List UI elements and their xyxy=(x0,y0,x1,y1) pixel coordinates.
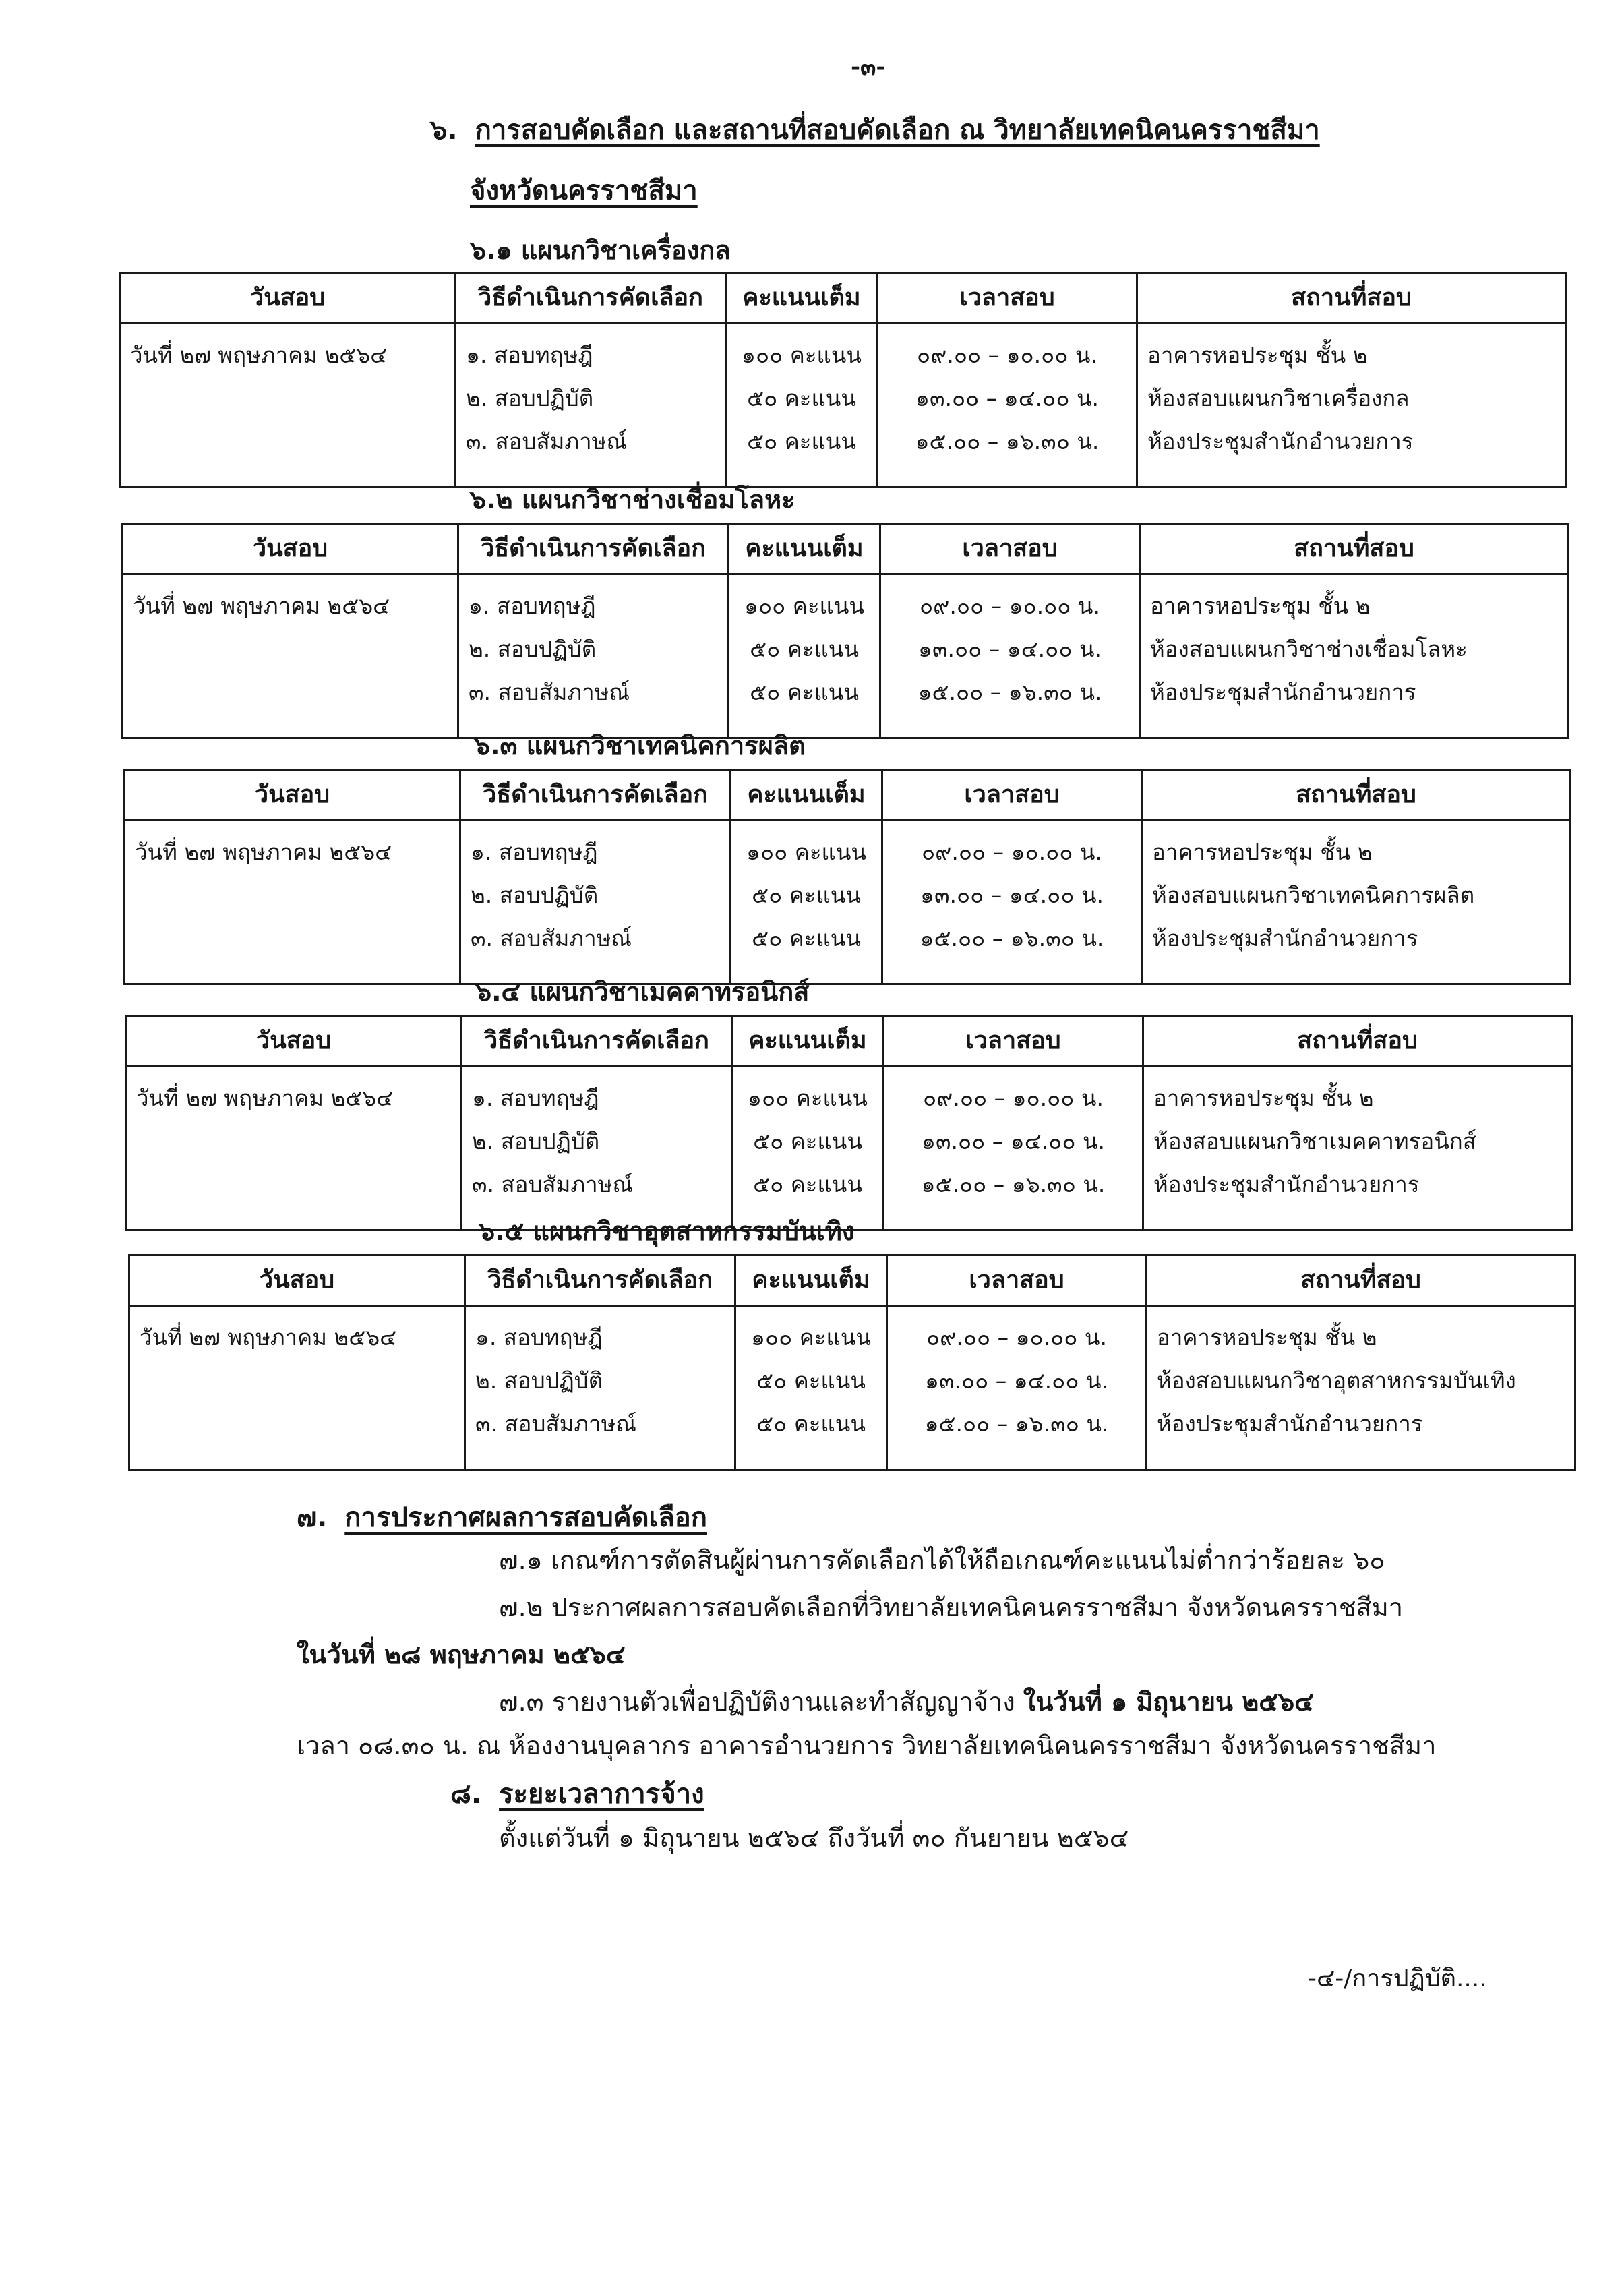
department-heading: ๖.๔ แผนกวิชาเมคคาทรอนิกส์ xyxy=(475,977,810,1007)
exam-methods: ๑. สอบทฤษฎี ๒. สอบปฏิบัติ ๓. สอบสัมภาษณ์ xyxy=(462,1067,732,1231)
header-date: วันสอบ xyxy=(129,1255,465,1306)
table-header-row xyxy=(120,273,1566,324)
exam-date: วันที่ ๒๗ พฤษภาคม ๒๕๖๔ xyxy=(120,324,456,487)
header-score: คะแนนเต็ม xyxy=(735,1255,887,1306)
exam-places: อาคารหอประชุม ชั้น ๒ ห้องสอบแผนกวิชาอุตสาหกรรมบันเทิง ห้องประชุมสำนักอำนวยการ xyxy=(1147,1306,1575,1470)
exam-date: วันที่ ๒๗ พฤษภาคม ๒๕๖๔ xyxy=(129,1306,465,1470)
exam-times: ๐๙.๐๐ – ๑๐.๐๐ น. ๑๓.๐๐ – ๑๔.๐๐ น. ๑๕.๐๐ – ๑๖.๓๐ น. xyxy=(887,1306,1147,1470)
header-place: สถานที่สอบ xyxy=(1137,273,1566,324)
header-time: เวลาสอบ xyxy=(880,524,1140,574)
section-7-2-date: ในวันที่ ๒๘ พฤษภาคม ๒๕๖๔ xyxy=(297,1640,626,1669)
department-heading: ๖.๑ แผนกวิชาเครื่องกล xyxy=(470,235,731,265)
exam-methods: ๑. สอบทฤษฎี ๒. สอบปฏิบัติ ๓. สอบสัมภาษณ์ xyxy=(465,1306,735,1470)
section-7-number: ๗. xyxy=(297,1502,328,1533)
section-7-3-detail: เวลา ๐๘.๓๐ น. ณ ห้องงานบุคลากร อาคารอำนวยการ วิทยาลัยเทคนิคนครราชสีมา จังหวัดนครราชสีมา xyxy=(297,1731,1437,1760)
header-place: สถานที่สอบ xyxy=(1142,770,1571,821)
header-date: วันสอบ xyxy=(123,524,458,574)
header-time: เวลาสอบ xyxy=(878,273,1137,324)
header-method: วิธีดำเนินการคัดเลือก xyxy=(456,273,726,324)
header-time: เวลาสอบ xyxy=(887,1255,1147,1306)
header-date: วันสอบ xyxy=(126,1016,462,1067)
exam-date: วันที่ ๒๗ พฤษภาคม ๒๕๖๔ xyxy=(126,1067,462,1231)
exam-places: อาคารหอประชุม ชั้น ๒ ห้องสอบแผนกวิชาช่างเชื่อมโลหะ ห้องประชุมสำนักอำนวยการ xyxy=(1140,574,1569,738)
exam-date: วันที่ ๒๗ พฤษภาคม ๒๕๖๔ xyxy=(123,574,458,738)
exam-times: ๐๙.๐๐ – ๑๐.๐๐ น. ๑๓.๐๐ – ๑๔.๐๐ น. ๑๕.๐๐ – ๑๖.๓๐ น. xyxy=(878,324,1137,487)
header-place: สถานที่สอบ xyxy=(1147,1255,1575,1306)
employment-period: ตั้งแต่วันที่ ๑ มิถุนายน ๒๕๖๔ ถึงวันที่ ๓๐ กันยายน ๒๕๖๔ xyxy=(499,1823,1129,1853)
exam-times: ๐๙.๐๐ – ๑๐.๐๐ น. ๑๓.๐๐ – ๑๔.๐๐ น. ๑๕.๐๐ – ๑๖.๓๐ น. xyxy=(882,821,1142,984)
table-row xyxy=(125,821,1571,984)
exam-scores: ๑๐๐ คะแนน ๕๐ คะแนน ๕๐ คะแนน xyxy=(731,821,882,984)
exam-methods: ๑. สอบทฤษฎี ๒. สอบปฏิบัติ ๓. สอบสัมภาษณ์ xyxy=(460,821,731,984)
exam-scores: ๑๐๐ คะแนน ๕๐ คะแนน ๕๐ คะแนน xyxy=(732,1067,884,1231)
exam-schedule-table xyxy=(119,272,1567,488)
exam-times: ๐๙.๐๐ – ๑๐.๐๐ น. ๑๓.๐๐ – ๑๔.๐๐ น. ๑๕.๐๐ – ๑๖.๓๐ น. xyxy=(884,1067,1143,1231)
table-row xyxy=(129,1306,1575,1470)
section-6-title: การสอบคัดเลือก และสถานที่สอบคัดเลือก ณ วิทยาลัยเทคนิคนครราชสีมา xyxy=(475,115,1320,146)
department-heading: ๖.๓ แผนกวิชาเทคนิคการผลิต xyxy=(474,731,806,761)
header-score: คะแนนเต็ม xyxy=(732,1016,884,1067)
exam-scores: ๑๐๐ คะแนน ๕๐ คะแนน ๕๐ คะแนน xyxy=(729,574,880,738)
exam-scores: ๑๐๐ คะแนน ๕๐ คะแนน ๕๐ คะแนน xyxy=(735,1306,887,1470)
header-score: คะแนนเต็ม xyxy=(726,273,878,324)
table-header-row xyxy=(126,1016,1572,1067)
section-7-heading xyxy=(297,1495,707,1539)
page-number: -๓- xyxy=(851,54,886,81)
exam-times: ๐๙.๐๐ – ๑๐.๐๐ น. ๑๓.๐๐ – ๑๔.๐๐ น. ๑๕.๐๐ – ๑๖.๓๐ น. xyxy=(880,574,1140,738)
table-row xyxy=(123,574,1569,738)
section-7-2: ๗.๒ ประกาศผลการสอบคัดเลือกที่วิทยาลัยเทคนิคนครราชสีมา จังหวัดนครราชสีมา xyxy=(499,1593,1404,1622)
table-row xyxy=(120,324,1566,487)
section-7-3-date: ในวันที่ ๑ มิถุนายน ๒๕๖๔ xyxy=(1023,1687,1314,1717)
header-date: วันสอบ xyxy=(125,770,460,821)
section-8-heading xyxy=(450,1772,704,1815)
department-heading: ๖.๒ แผนกวิชาช่างเชื่อมโลหะ xyxy=(470,485,795,514)
header-score: คะแนนเต็ม xyxy=(729,524,880,574)
header-place: สถานที่สอบ xyxy=(1140,524,1569,574)
section-8-title: ระยะเวลาการจ้าง xyxy=(499,1779,704,1810)
section-7-title: การประกาศผลการสอบคัดเลือก xyxy=(344,1502,707,1533)
exam-schedule-table xyxy=(123,769,1571,985)
exam-date: วันที่ ๒๗ พฤษภาคม ๒๕๖๔ xyxy=(125,821,460,984)
table-header-row xyxy=(125,770,1571,821)
header-time: เวลาสอบ xyxy=(884,1016,1143,1067)
section-7-1: ๗.๑ เกณฑ์การตัดสินผู้ผ่านการคัดเลือกได้ให้ถือเกณฑ์คะแนนไม่ต่ำกว่าร้อยละ ๖๐ xyxy=(499,1545,1385,1575)
exam-places: อาคารหอประชุม ชั้น ๒ ห้องสอบแผนกวิชาเมคคาทรอนิกส์ ห้องประชุมสำนักอำนวยการ xyxy=(1143,1067,1572,1231)
header-place: สถานที่สอบ xyxy=(1143,1016,1572,1067)
section-8-number: ๘. xyxy=(450,1779,482,1810)
department-heading: ๖.๕ แผนกวิชาอุตสาหกรรมบันเทิง xyxy=(479,1216,855,1246)
header-score: คะแนนเต็ม xyxy=(731,770,882,821)
exam-places: อาคารหอประชุม ชั้น ๒ ห้องสอบแผนกวิชาเทคนิคการผลิต ห้องประชุมสำนักอำนวยการ xyxy=(1142,821,1571,984)
table-row xyxy=(126,1067,1572,1231)
header-time: เวลาสอบ xyxy=(882,770,1142,821)
exam-scores: ๑๐๐ คะแนน ๕๐ คะแนน ๕๐ คะแนน xyxy=(726,324,878,487)
exam-schedule-table xyxy=(121,523,1569,739)
header-method: วิธีดำเนินการคัดเลือก xyxy=(465,1255,735,1306)
section-6-number: ๖. xyxy=(430,115,458,146)
exam-schedule-table xyxy=(125,1015,1573,1231)
exam-schedule-table xyxy=(128,1254,1576,1471)
table-header-row xyxy=(129,1255,1575,1306)
section-6-heading xyxy=(430,108,1320,151)
header-date: วันสอบ xyxy=(120,273,456,324)
continuation-note: -๔-/การปฏิบัติ.... xyxy=(1308,1965,1487,1992)
exam-places: อาคารหอประชุม ชั้น ๒ ห้องสอบแผนกวิชาเครื่องกล ห้องประชุมสำนักอำนวยการ xyxy=(1137,324,1566,487)
section-6-title-line2: จังหวัดนครราชสีมา xyxy=(470,175,698,206)
header-method: วิธีดำเนินการคัดเลือก xyxy=(462,1016,732,1067)
header-method: วิธีดำเนินการคัดเลือก xyxy=(460,770,731,821)
exam-methods: ๑. สอบทฤษฎี ๒. สอบปฏิบัติ ๓. สอบสัมภาษณ์ xyxy=(456,324,726,487)
table-header-row xyxy=(123,524,1569,574)
section-7-3: ๗.๓ รายงานตัวเพื่อปฏิบัติงานและทำสัญญาจ้าง ในวันที่ ๑ มิถุนายน ๒๕๖๔ xyxy=(499,1687,1314,1717)
exam-methods: ๑. สอบทฤษฎี ๒. สอบปฏิบัติ ๓. สอบสัมภาษณ์ xyxy=(458,574,729,738)
header-method: วิธีดำเนินการคัดเลือก xyxy=(458,524,729,574)
